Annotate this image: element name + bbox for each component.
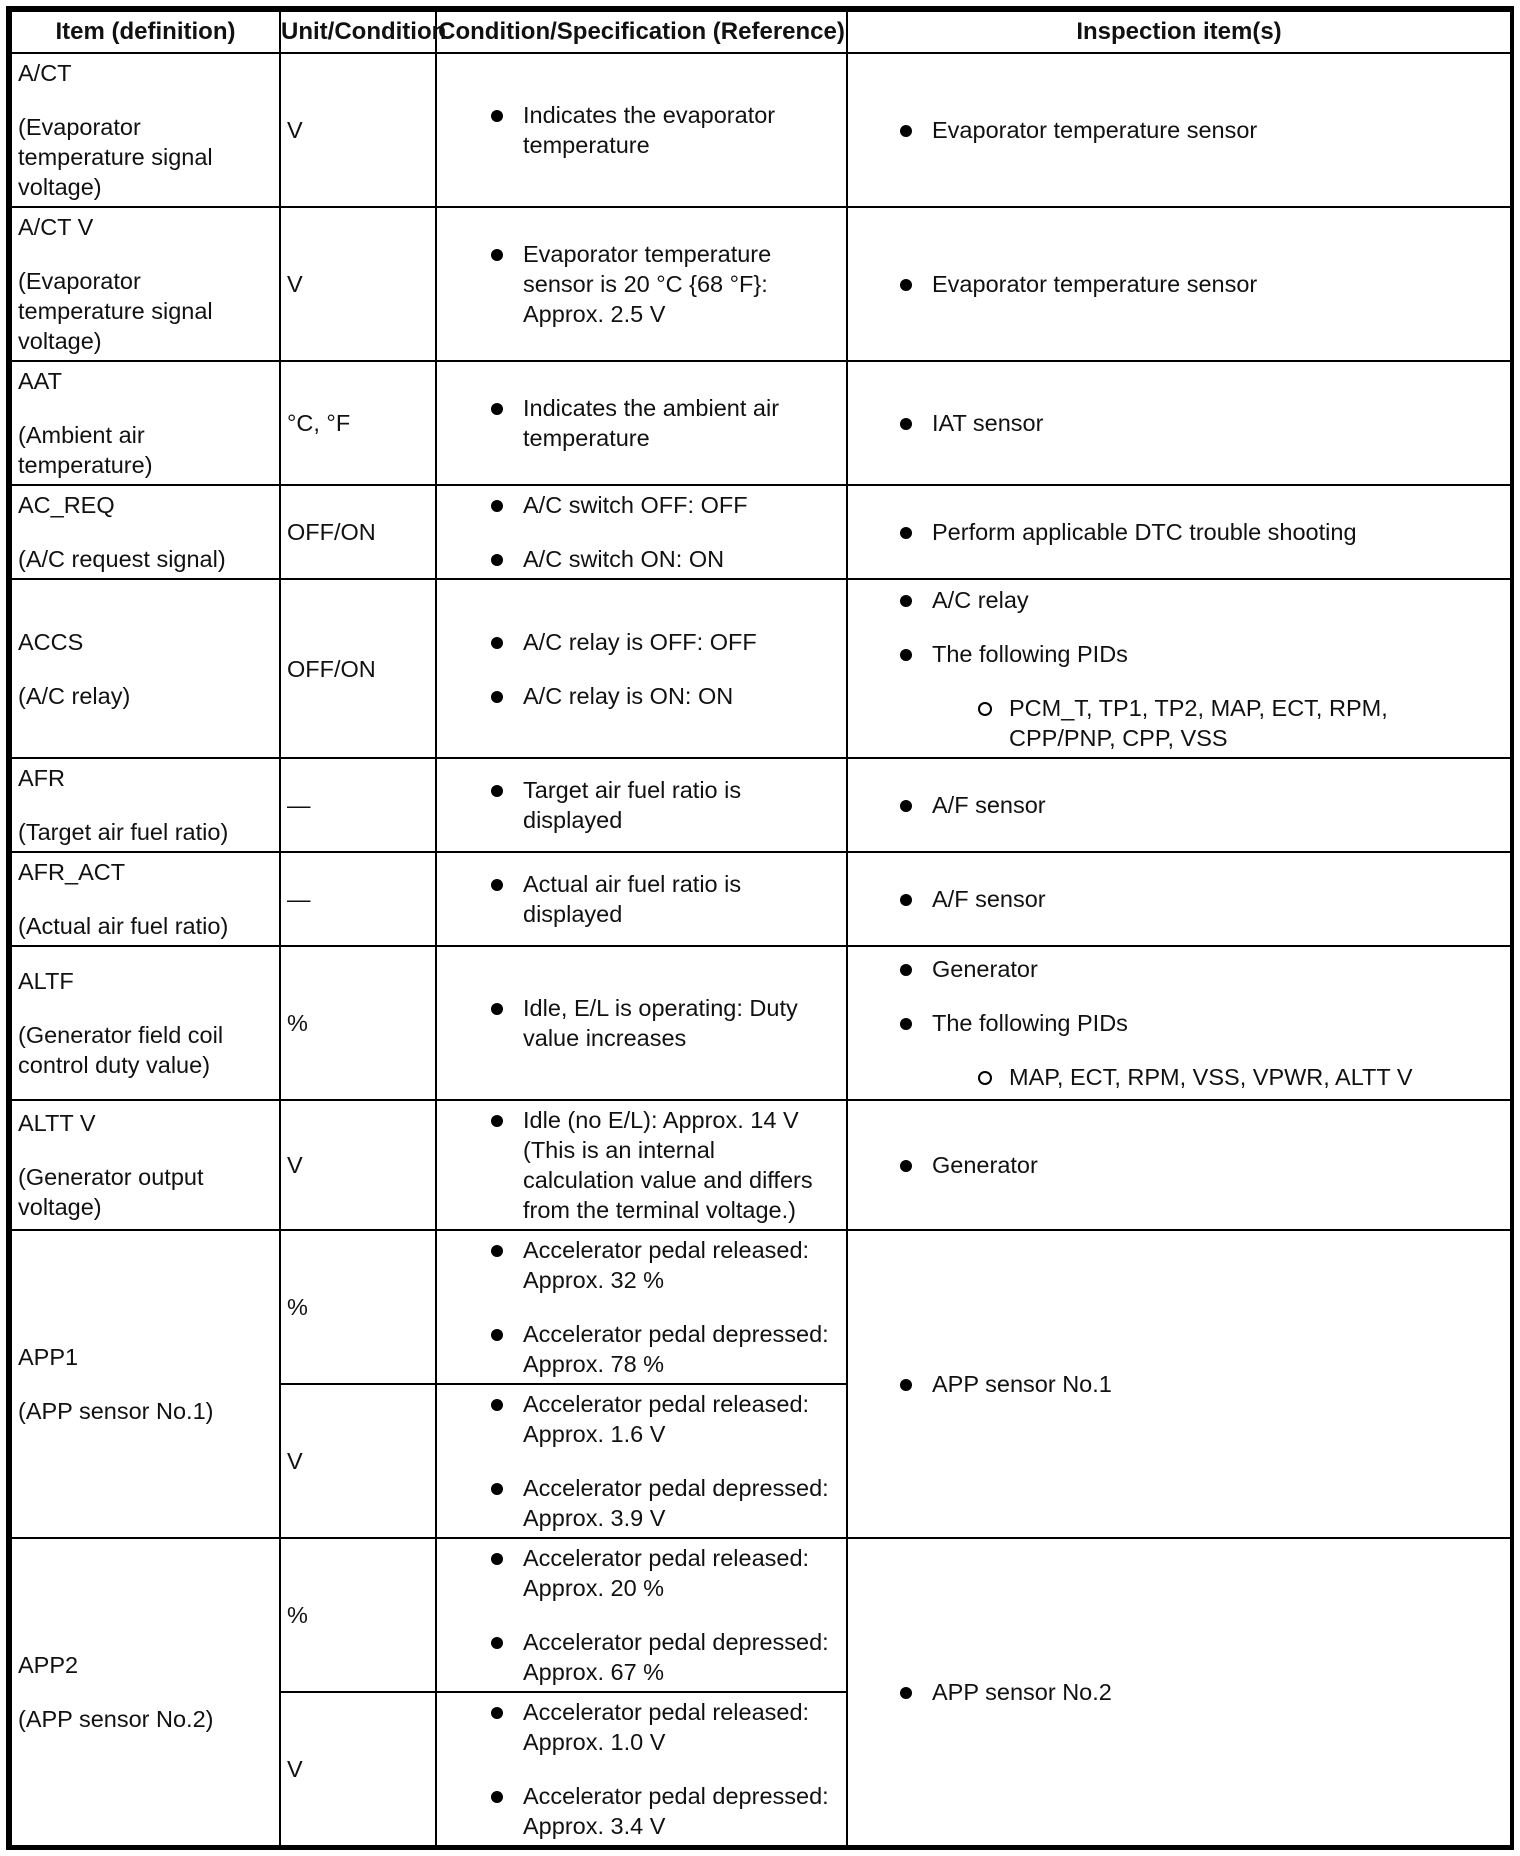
condition-bullet: Indicates the ambient air temperature — [443, 393, 840, 453]
unit-cell: — — [280, 758, 436, 852]
item-cell — [11, 207, 280, 361]
item-name: ALTT V — [18, 1110, 96, 1136]
table-row — [11, 1538, 1511, 1692]
condition-bullet: Accelerator pedal released: Approx. 1.0 V — [443, 1697, 840, 1757]
condition-cell — [436, 1538, 847, 1692]
inspection-bullet: The following PIDs — [854, 639, 1504, 669]
header-item: Item (definition) — [11, 11, 280, 53]
item-cell — [11, 852, 280, 946]
item-definition: (Actual air fuel ratio) — [18, 913, 229, 939]
table-row — [11, 361, 1511, 485]
item-definition: (Generator field coil control duty value) — [18, 1022, 224, 1078]
condition-bullet: Evaporator temperature sensor is 20 °C {68 °F}: Approx. 2.5 V — [443, 239, 840, 329]
header-row — [11, 11, 1511, 53]
table-row — [11, 758, 1511, 852]
inspection-cell — [847, 485, 1511, 579]
unit-cell: V — [280, 207, 436, 361]
inspection-cell — [847, 1230, 1511, 1538]
unit-cell: V — [280, 1384, 436, 1538]
inspection-cell — [847, 758, 1511, 852]
condition-bullet: Accelerator pedal depressed: Approx. 3.9 V — [443, 1473, 840, 1533]
header-unit: Unit/Condition — [280, 11, 436, 53]
item-name: ALTF — [18, 968, 74, 994]
unit-cell: % — [280, 946, 436, 1100]
condition-cell — [436, 1230, 847, 1384]
unit-cell: — — [280, 852, 436, 946]
unit-cell: % — [280, 1538, 436, 1692]
item-cell — [11, 1538, 280, 1846]
condition-cell — [436, 1100, 847, 1230]
condition-cell — [436, 1692, 847, 1846]
item-definition: (Ambient air temperature) — [18, 422, 153, 478]
item-name: APP2 — [18, 1652, 79, 1678]
condition-cell — [436, 852, 847, 946]
condition-cell — [436, 758, 847, 852]
unit-cell: OFF/ON — [280, 485, 436, 579]
inspection-cell — [847, 207, 1511, 361]
item-cell — [11, 361, 280, 485]
item-definition: (Generator output voltage) — [18, 1164, 204, 1220]
inspection-bullet: APP sensor No.1 — [854, 1369, 1504, 1399]
condition-cell — [436, 946, 847, 1100]
unit-cell: V — [280, 1100, 436, 1230]
condition-bullet: A/C switch ON: ON — [443, 544, 840, 574]
item-definition: (Evaporator temperature signal voltage) — [18, 268, 213, 354]
condition-bullet: Accelerator pedal released: Approx. 20 % — [443, 1543, 840, 1603]
item-definition: (A/C request signal) — [18, 546, 226, 572]
condition-cell — [436, 1384, 847, 1538]
pid-table — [10, 10, 1512, 1847]
inspection-cell — [847, 852, 1511, 946]
item-cell — [11, 579, 280, 758]
condition-bullet: A/C relay is OFF: OFF — [443, 627, 840, 657]
unit-cell: °C, °F — [280, 361, 436, 485]
item-name: APP1 — [18, 1344, 79, 1370]
table-row — [11, 207, 1511, 361]
item-cell — [11, 485, 280, 579]
item-definition: (Evaporator temperature signal voltage) — [18, 114, 213, 200]
inspection-cell — [847, 361, 1511, 485]
pid-table-document — [6, 6, 1514, 1850]
condition-bullet: Accelerator pedal released: Approx. 32 % — [443, 1235, 840, 1295]
inspection-bullet: Generator — [854, 1150, 1504, 1180]
item-cell — [11, 53, 280, 207]
item-cell — [11, 758, 280, 852]
item-cell — [11, 946, 280, 1100]
condition-bullet: Indicates the evaporator temperature — [443, 100, 840, 160]
item-name: AFR_ACT — [18, 859, 126, 885]
inspection-cell — [847, 1538, 1511, 1846]
item-cell — [11, 1230, 280, 1538]
inspection-cell — [847, 946, 1511, 1100]
condition-cell — [436, 53, 847, 207]
table-row — [11, 1230, 1511, 1384]
table-row — [11, 53, 1511, 207]
condition-cell — [436, 485, 847, 579]
table-row — [11, 852, 1511, 946]
table-row — [11, 1100, 1511, 1230]
condition-bullet: Idle, E/L is operating: Duty value increases — [443, 993, 840, 1053]
condition-bullet: Target air fuel ratio is displayed — [443, 775, 840, 835]
inspection-sub-bullet: MAP, ECT, RPM, VSS, VPWR, ALTT V — [854, 1062, 1504, 1092]
inspection-bullet: A/F sensor — [854, 790, 1504, 820]
condition-cell — [436, 579, 847, 758]
item-name: AC_REQ — [18, 492, 115, 518]
item-definition: (A/C relay) — [18, 682, 131, 709]
item-name: A/CT V — [18, 214, 94, 240]
unit-cell: % — [280, 1230, 436, 1384]
condition-bullet: Accelerator pedal depressed: Approx. 78 % — [443, 1319, 840, 1379]
item-definition: (Target air fuel ratio) — [18, 819, 229, 845]
inspection-bullet: IAT sensor — [854, 408, 1504, 438]
table-row — [11, 485, 1511, 579]
condition-bullet: Idle (no E/L): Approx. 14 V (This is an internal calculation value and differs from the terminal voltage.) — [443, 1105, 840, 1225]
condition-bullet: A/C switch OFF: OFF — [443, 490, 840, 520]
condition-bullet: Actual air fuel ratio is displayed — [443, 869, 840, 929]
inspection-bullet: A/F sensor — [854, 884, 1504, 914]
table-row — [11, 946, 1511, 1100]
item-definition: (APP sensor No.1) — [18, 1398, 214, 1424]
inspection-bullet: APP sensor No.2 — [854, 1677, 1504, 1707]
item-definition: (APP sensor No.2) — [18, 1706, 214, 1732]
condition-bullet: A/C relay is ON: ON — [443, 681, 840, 711]
inspection-bullet: Evaporator temperature sensor — [854, 269, 1504, 299]
item-name: A/CT — [18, 60, 72, 86]
unit-cell: V — [280, 1692, 436, 1846]
inspection-cell — [847, 579, 1511, 758]
inspection-cell — [847, 1100, 1511, 1230]
inspection-bullet: The following PIDs — [854, 1008, 1504, 1038]
header-condition: Condition/Specification (Reference) — [436, 11, 847, 53]
item-name: AAT — [18, 368, 62, 394]
condition-bullet: Accelerator pedal released: Approx. 1.6 V — [443, 1389, 840, 1449]
item-name: AFR — [18, 765, 65, 791]
condition-bullet: Accelerator pedal depressed: Approx. 3.4 V — [443, 1781, 840, 1841]
condition-bullet: Accelerator pedal depressed: Approx. 67 % — [443, 1627, 840, 1687]
header-inspection: Inspection item(s) — [847, 11, 1511, 53]
inspection-sub-bullet: PCM_T, TP1, TP2, MAP, ECT, RPM, CPP/PNP, CPP, VSS — [854, 693, 1504, 753]
inspection-bullet: Evaporator temperature sensor — [854, 115, 1504, 145]
inspection-cell — [847, 53, 1511, 207]
inspection-bullet: Perform applicable DTC trouble shooting — [854, 517, 1504, 547]
table-row — [11, 579, 1511, 758]
unit-cell: OFF/ON — [280, 579, 436, 758]
condition-cell — [436, 207, 847, 361]
inspection-bullet: A/C relay — [854, 585, 1504, 615]
item-name: ACCS — [18, 628, 84, 655]
condition-cell — [436, 361, 847, 485]
unit-cell: V — [280, 53, 436, 207]
inspection-bullet: Generator — [854, 954, 1504, 984]
item-cell — [11, 1100, 280, 1230]
